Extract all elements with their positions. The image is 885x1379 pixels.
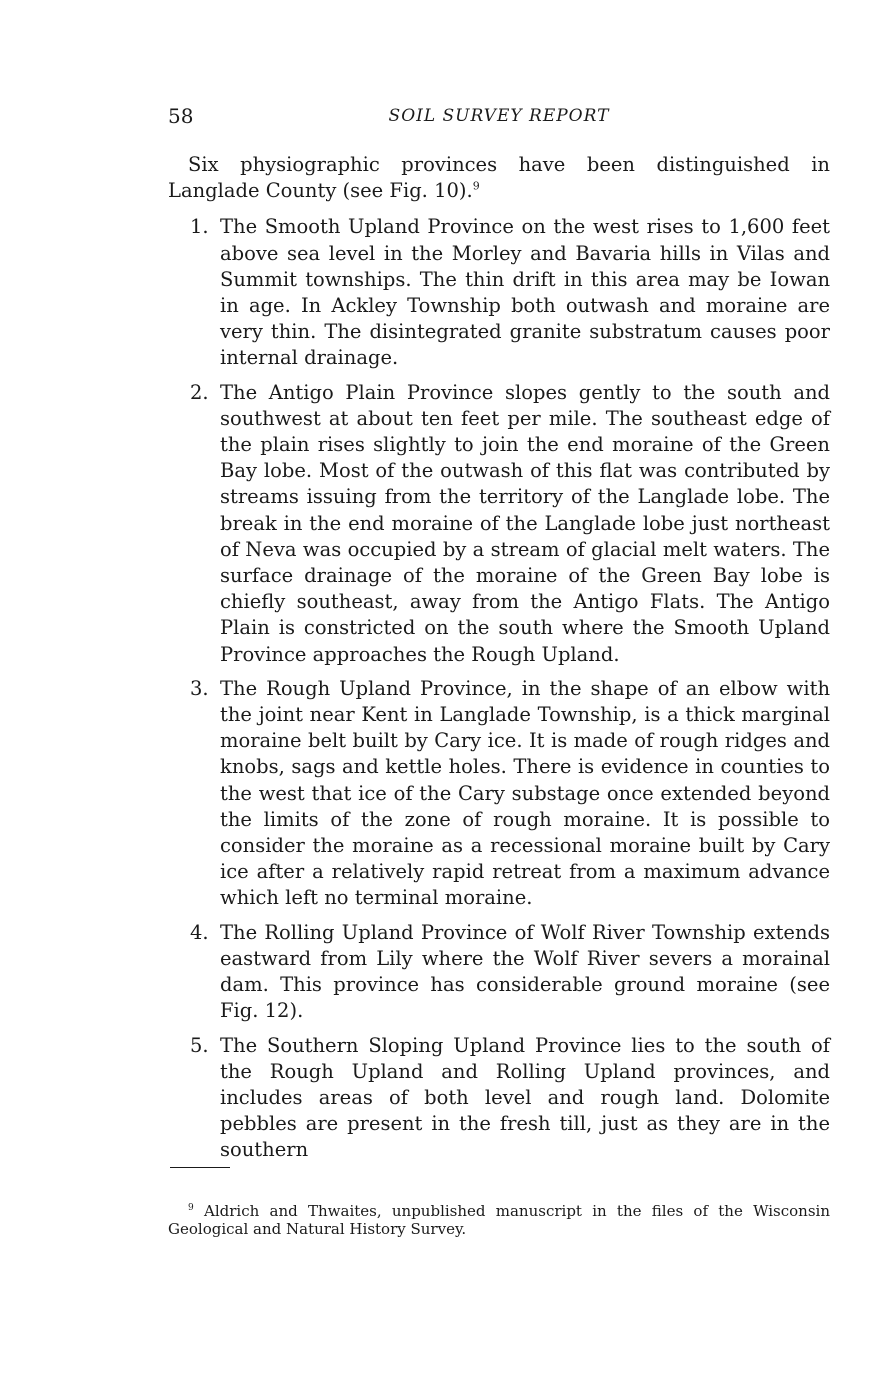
list-item-number: 1. — [190, 215, 209, 239]
list-item-text: The Antigo Plain Province slopes gently to the south and southwest at about ten feet per mile. The southeast edge of the plain rises slightly to join the end moraine of the Green Bay lobe. Most of the outwash of this flat was contributed by streams issuing from the territory of the Langlade lobe. The break in the end moraine of the Langlade lobe just northeast of Neva was occupied by a stream of glacial melt waters. The surface drainage of the moraine of the Green Bay lobe is chiefly southeast, away from the Antigo Flats. The Antigo Plain is constricted on the south where the Smooth Upland Province approaches the Rough Upland. — [220, 380, 830, 666]
list-item — [168, 380, 830, 668]
footnote — [168, 1202, 830, 1238]
page-number: 58 — [168, 104, 194, 128]
footnote-divider — [170, 1167, 230, 1168]
list-item — [168, 676, 830, 912]
footnote-text: Aldrich and Thwaites, unpublished manuscript in the files of the Wisconsin Geological and Natural History Survey. — [168, 1202, 830, 1238]
page-header — [168, 104, 830, 132]
list-item — [168, 1033, 830, 1164]
footnote-marker: 9 — [188, 1203, 194, 1213]
list-item-number: 2. — [190, 380, 209, 404]
province-list — [168, 214, 830, 1163]
intro-paragraph — [168, 152, 830, 204]
list-item-number: 5. — [190, 1033, 209, 1057]
footnote-ref: 9 — [472, 179, 480, 193]
list-item-text: The Rough Upland Province, in the shape of an elbow with the joint near Kent in Langlade Township, is a thick marginal moraine belt built by Cary ice. It is made of rough ridges and knobs, sags and kettle holes. There is evidence in counties to the west that ice of the Cary substage once extended beyond the limits of the zone of rough moraine. It is possible to consider the moraine as a recessional moraine built by Cary ice after a relatively rapid retreat from a maximum advance which left no terminal moraine. — [220, 676, 830, 910]
list-item — [168, 214, 830, 371]
list-item-text: The Rolling Upland Province of Wolf River Township extends eastward from Lily where the Wolf River severs a morainal dam. This province has considerable ground moraine (see Fig. 12). — [220, 920, 830, 1023]
list-item-text: The Smooth Upland Province on the west rises to 1,600 feet above sea level in the Morley and Bavaria hills in Vilas and Summit townships. The thin drift in this area may be Iowan in age. In Ackley Township both outwash and moraine are very thin. The disintegrated granite substratum causes poor internal drainage. — [220, 215, 830, 370]
intro-text: Six physiographic provinces have been distinguished in Langlade County (see Fig. 10). — [168, 153, 830, 203]
list-item-number: 3. — [190, 676, 209, 700]
list-item-number: 4. — [190, 920, 209, 944]
running-head: SOIL SURVEY REPORT — [388, 106, 610, 126]
body-text — [168, 152, 830, 1172]
list-item — [168, 920, 830, 1025]
list-item-text: The Southern Sloping Upland Province lies to the south of the Rough Upland and Rolling Upland provinces, and includes areas of both level and rough land. Dolomite pebbles are present in the fresh till, just as they are in the southern — [220, 1033, 830, 1162]
